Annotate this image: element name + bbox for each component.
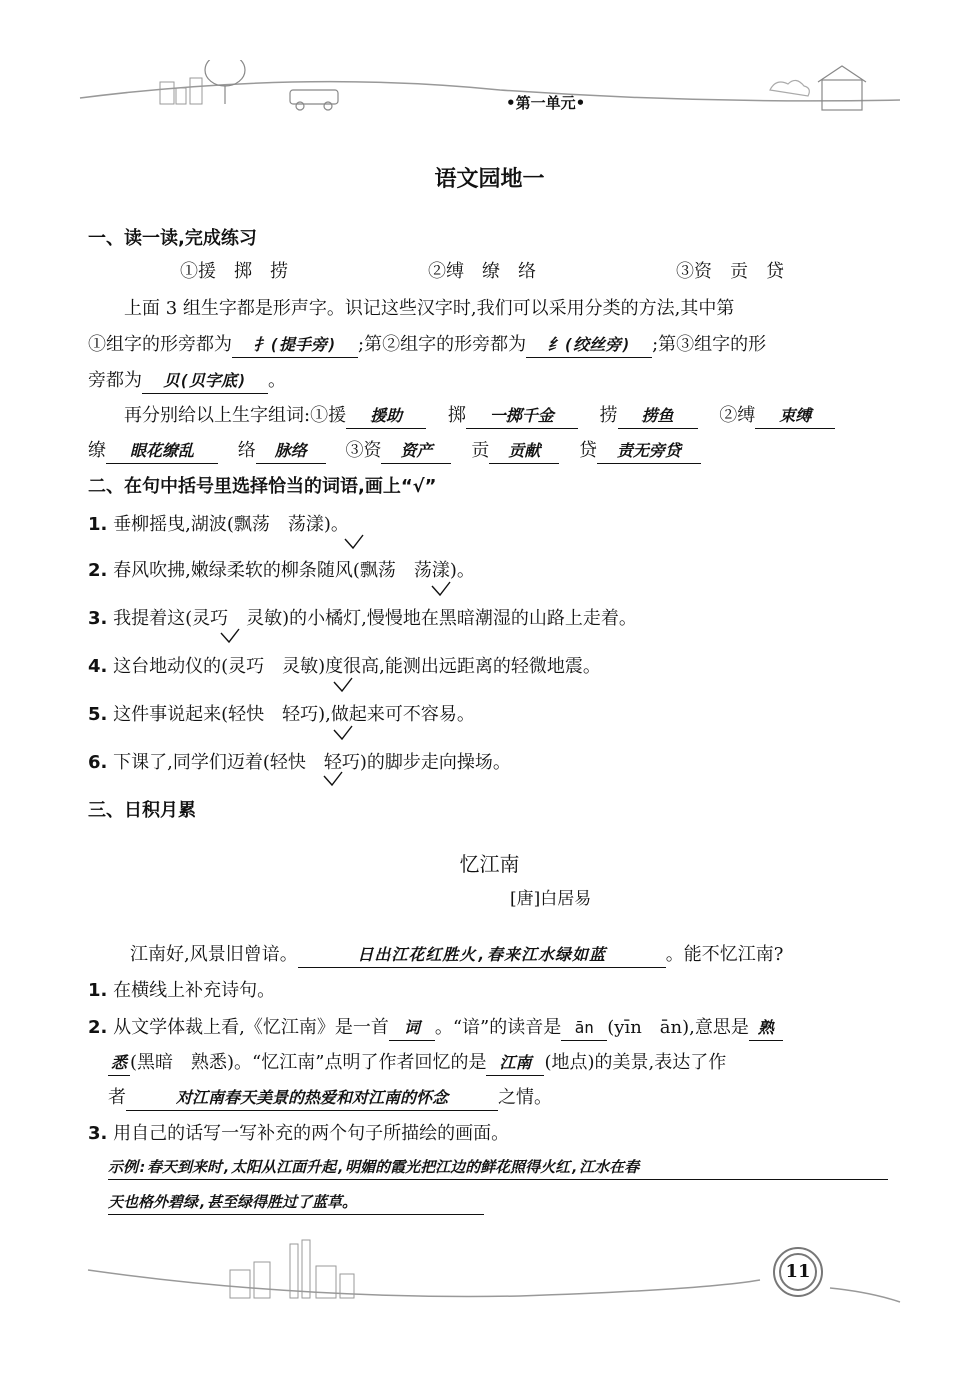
section2-heading: 二、在句中括号里选择恰当的词语,画上“√” xyxy=(88,476,437,497)
car-icon xyxy=(290,90,338,110)
item-number: 4. xyxy=(88,656,108,677)
q2-t4: (黑暗 熟悉)。“忆江南”点明了作者回忆的是 xyxy=(130,1052,487,1073)
answer-feeling: 对江南春天美景的热爱和对江南的怀念 xyxy=(126,1086,498,1111)
combo-answer-gong: 贡献 xyxy=(489,439,559,464)
combo-char-dai: 贷 xyxy=(578,440,597,461)
item-number: 5. xyxy=(88,704,108,725)
q2-t1: 从文学体裁上看,《忆江南》是一首 xyxy=(113,1017,389,1038)
item-number: 1. xyxy=(88,514,108,535)
combo-char-liao: 缭 xyxy=(88,440,106,461)
section1-text-b xyxy=(88,330,766,358)
section1-heading: 一、读一读,完成练习 xyxy=(88,228,257,249)
poem-title: 忆江南 xyxy=(459,852,520,876)
text-c1: 旁都为 xyxy=(88,370,142,391)
combo-answer-fu: 束缚 xyxy=(755,404,835,429)
poem-line xyxy=(130,940,783,968)
question-2-line-1 xyxy=(88,1013,783,1041)
choice-item-1 xyxy=(88,510,349,536)
combo-answer-lao: 捞鱼 xyxy=(618,404,698,429)
choice-item-6 xyxy=(88,748,511,774)
text-b2: ;第②组字的形旁都为 xyxy=(358,334,527,355)
group-2: ②缚 缭 络 xyxy=(428,261,536,282)
section1-text-a: 上面 3 组生字都是形声字。识记这些汉字时,我们可以采用分类的方法,其中第 xyxy=(124,298,735,319)
item-number: 2. xyxy=(88,560,108,581)
word-combo-row-2 xyxy=(88,436,701,464)
combo-char-luo: 络 xyxy=(237,440,256,461)
q2-t6: 者 xyxy=(108,1087,126,1108)
question-text: 用自己的话写一写补充的两个句子所描绘的画面。 xyxy=(113,1123,510,1144)
combo-char-gong: 贡 xyxy=(471,440,490,461)
answer-radical-1: 扌(提手旁) xyxy=(232,333,358,358)
question-number: 3. xyxy=(88,1123,108,1144)
question-text: 在横线上补充诗句。 xyxy=(113,980,276,1001)
unit-title: •第一单元• xyxy=(506,94,586,112)
combo-char-lao: 捞 xyxy=(599,405,618,426)
choice-item-3 xyxy=(88,604,637,630)
poem-pre: 江南好,风景旧曾谙。 xyxy=(130,944,298,965)
poem-answer: 日出江花红胜火,春来江水绿如蓝 xyxy=(298,943,666,968)
answer-place: 江南 xyxy=(486,1051,544,1076)
choice-item-5 xyxy=(88,700,475,726)
combo-answer-zi: 资产 xyxy=(381,439,451,464)
page-number: 11 xyxy=(785,1261,811,1282)
combo-char-zi: ③资 xyxy=(345,440,382,461)
text-b3: ;第③组字的形 xyxy=(652,334,767,355)
text-c2: 。 xyxy=(268,370,286,391)
answer-description-line-2: 天也格外碧绿,甚至绿得胜过了蓝草。 xyxy=(108,1191,484,1215)
question-number: 1. xyxy=(88,980,108,1001)
section1-text-c xyxy=(88,366,286,394)
item-text: 春风吹拂,嫩绿柔软的柳条随风(飘荡 荡漾)。 xyxy=(113,560,475,581)
character-groups xyxy=(180,257,924,283)
answer-radical-3: 贝(贝字底) xyxy=(142,369,268,394)
question-2-line-2 xyxy=(108,1048,726,1076)
answer-radical-2: 纟(绞丝旁) xyxy=(526,333,652,358)
item-text: 这件事说起来(轻快 轻巧),做起来可不容易。 xyxy=(113,704,475,725)
section3-heading: 三、日积月累 xyxy=(88,800,196,821)
choice-item-2 xyxy=(88,556,475,582)
city-skyline-icon xyxy=(230,1240,354,1298)
header-decoration xyxy=(0,60,979,140)
question-2-line-3 xyxy=(108,1083,552,1111)
poem-author: [唐]白居易 xyxy=(510,889,592,909)
q2-t5: (地点)的美景,表达了作 xyxy=(544,1052,727,1073)
answer-description-line-1: 示例:春天到来时,太阳从江面升起,明媚的霞光把江边的鲜花照得火红,江水在春 xyxy=(108,1156,888,1180)
q2-t3: (yīn ān),意思是 xyxy=(607,1017,749,1038)
check-mark-icon xyxy=(332,724,354,742)
q2-t7: 之情。 xyxy=(498,1087,552,1108)
item-number: 3. xyxy=(88,608,108,629)
check-mark-icon xyxy=(343,533,365,551)
question-number: 2. xyxy=(88,1017,108,1038)
buildings-left-icon xyxy=(160,78,202,104)
q2-t2: 。“谙”的读音是 xyxy=(434,1017,562,1038)
combo-char-zhi: 掷 xyxy=(447,405,466,426)
combo-answer-yuan: 援助 xyxy=(346,404,426,429)
house-icon xyxy=(818,66,866,110)
check-mark-icon xyxy=(430,580,452,598)
answer-pronunciation: ān xyxy=(561,1016,607,1041)
item-number: 6. xyxy=(88,752,108,773)
combo-answer-liao: 眼花缭乱 xyxy=(106,439,218,464)
item-text: 我提着这(灵巧 灵敏)的小橘灯,慢慢地在黑暗潮湿的山路上走着。 xyxy=(113,608,637,629)
combo-intro: 再分别给以上生字组词:①援 xyxy=(124,405,347,426)
answer-meaning-part2: 悉 xyxy=(108,1051,130,1076)
check-mark-icon xyxy=(219,627,241,645)
answer-meaning-part1: 熟 xyxy=(749,1016,783,1041)
poem-post: 。能不忆江南? xyxy=(665,944,784,965)
cloud-icon xyxy=(770,80,809,96)
check-mark-icon xyxy=(322,770,344,788)
tree-icon xyxy=(205,60,245,104)
question-3 xyxy=(88,1119,509,1145)
combo-answer-luo: 脉络 xyxy=(256,439,326,464)
choice-item-4 xyxy=(88,652,601,678)
group-3: ③资 贡 贷 xyxy=(676,261,784,282)
combo-char-fu: ②缚 xyxy=(719,405,756,426)
combo-answer-dai: 责无旁贷 xyxy=(597,439,701,464)
footer-decoration xyxy=(0,1230,979,1340)
check-mark-icon xyxy=(332,676,354,694)
item-text: 垂柳摇曳,湖波(飘荡 荡漾)。 xyxy=(113,514,349,535)
page-title: 语文园地一 xyxy=(434,166,545,192)
item-text: 这台地动仪的(灵巧 灵敏)度很高,能测出远距离的轻微地震。 xyxy=(113,656,601,677)
answer-genre: 词 xyxy=(389,1016,435,1041)
combo-answer-zhi: 一掷千金 xyxy=(466,404,578,429)
group-1: ①援 掷 捞 xyxy=(180,261,288,282)
item-text: 下课了,同学们迈着(轻快 轻巧)的脚步走向操场。 xyxy=(113,752,511,773)
question-1 xyxy=(88,976,275,1002)
word-combo-row-1 xyxy=(124,401,835,429)
text-b1: ①组字的形旁都为 xyxy=(88,334,232,355)
